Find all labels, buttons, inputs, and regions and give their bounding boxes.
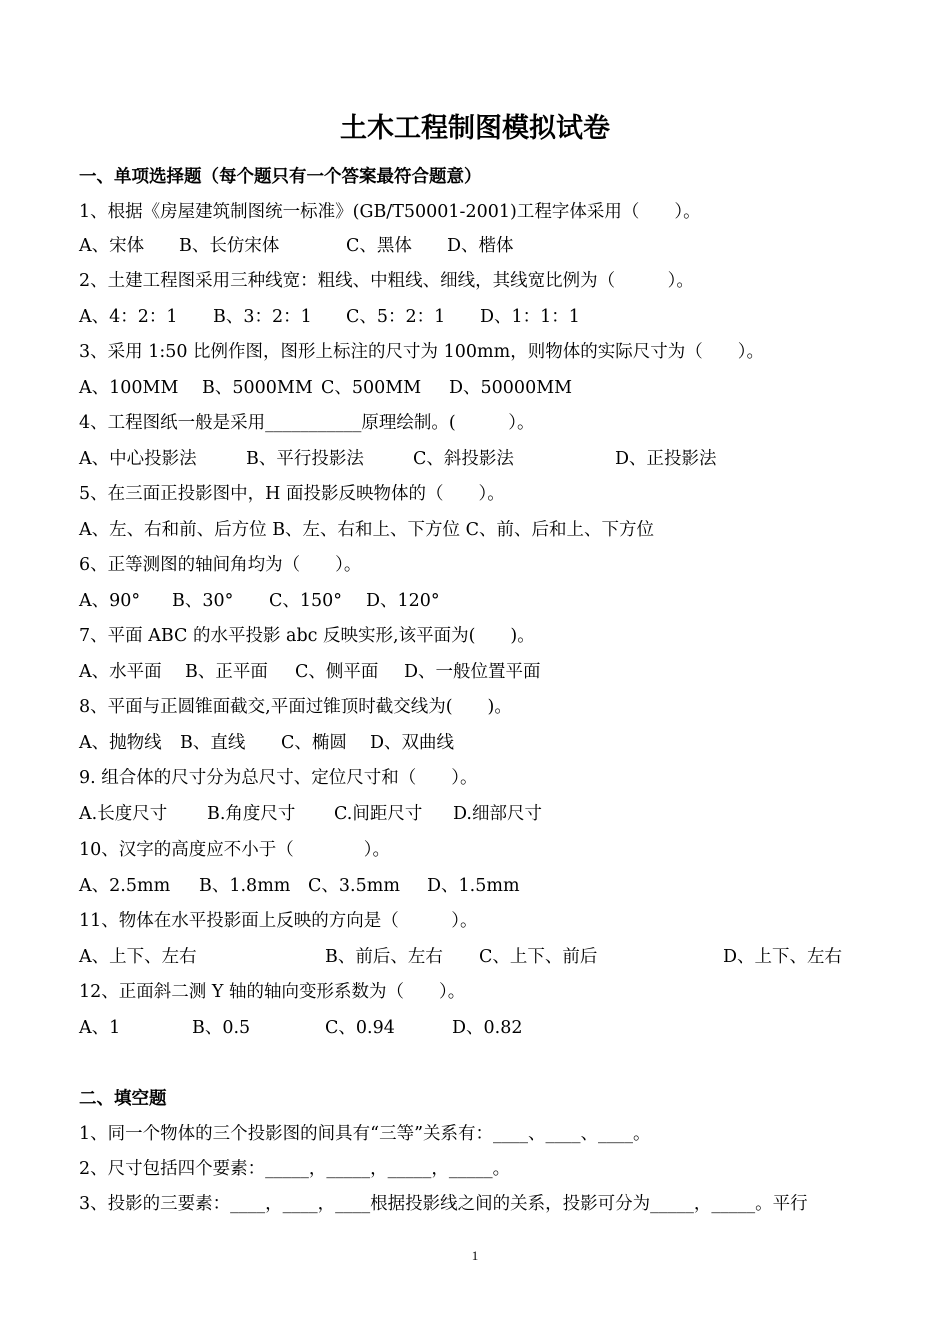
option-c: C.间距尺寸 xyxy=(334,804,423,824)
option-b: B、1.8mm xyxy=(199,876,291,896)
option-c: C、黑体 xyxy=(346,236,412,256)
option-a: A、中心投影法 xyxy=(79,449,197,469)
option-c: C、0.94 xyxy=(325,1018,395,1038)
option-a: A、4：2：1 xyxy=(79,307,178,327)
option-c: C、斜投影法 xyxy=(413,449,514,469)
options-3 xyxy=(79,376,879,400)
option-c: C、椭圆 xyxy=(281,733,347,753)
option-a: A、2.5mm xyxy=(79,876,171,896)
option-c: C、上下、前后 xyxy=(479,947,598,967)
option-b: B.角度尺寸 xyxy=(207,804,296,824)
options-9 xyxy=(79,802,879,826)
question-5: 5、在三面正投影图中，H 面投影反映物体的（ ）。 xyxy=(79,484,505,504)
option-d: D、楷体 xyxy=(447,236,514,256)
question-7: 7、平面 ABC 的水平投影 abc 反映实形,该平面为( )。 xyxy=(79,626,535,646)
option-b: B、正平面 xyxy=(185,662,268,682)
options-6 xyxy=(79,589,879,613)
question-11: 11、物体在水平投影面上反映的方向是（ ）。 xyxy=(79,911,478,931)
option-d: D、0.82 xyxy=(452,1018,523,1038)
fill-blank-3: 3、投影的三要素：____，____，____根据投影线之间的关系，投影可分为_____，_____。平行 xyxy=(79,1194,808,1214)
option-b: B、平行投影法 xyxy=(246,449,364,469)
option-c: C、500MM xyxy=(321,378,422,398)
option-a: A、水平面 xyxy=(79,662,162,682)
option-d: D、1：1：1 xyxy=(480,307,580,327)
options-10 xyxy=(79,874,879,898)
option-d: D、120° xyxy=(366,591,440,611)
option-a: A、1 xyxy=(79,1018,121,1038)
question-9: 9. 组合体的尺寸分为总尺寸、定位尺寸和（ ）。 xyxy=(79,768,478,788)
option-b: B、5000MM xyxy=(202,378,313,398)
section-heading-fill-blank: 二、填空题 xyxy=(79,1089,167,1109)
options-2 xyxy=(79,305,879,329)
option-c: C、侧平面 xyxy=(295,662,379,682)
option-c: C、150° xyxy=(269,591,343,611)
options-7 xyxy=(79,660,879,684)
fill-blank-1: 1、同一个物体的三个投影图的间具有“三等”关系有：____、____、____。 xyxy=(79,1124,651,1144)
options-5: A、左、右和前、后方位 B、左、右和上、下方位 C、前、后和上、下方位 xyxy=(79,520,655,540)
options-8 xyxy=(79,731,879,755)
option-b: B、0.5 xyxy=(192,1018,251,1038)
options-12 xyxy=(79,1016,879,1040)
option-d: D、50000MM xyxy=(449,378,573,398)
option-d: D.细部尺寸 xyxy=(453,804,542,824)
option-b: B、长仿宋体 xyxy=(179,236,280,256)
question-1: 1、根据《房屋建筑制图统一标准》(GB/T50001-2001)工程字体采用（ ）。 xyxy=(79,202,701,222)
option-a: A、100MM xyxy=(79,378,179,398)
option-a: A、90° xyxy=(79,591,141,611)
option-a: A、宋体 xyxy=(79,236,145,256)
question-6: 6、正等测图的轴间角均为（ ）。 xyxy=(79,555,362,575)
option-b: B、直线 xyxy=(180,733,246,753)
fill-blank-2: 2、尺寸包括四个要素：_____，_____，_____，_____。 xyxy=(79,1159,511,1179)
question-4: 4、工程图纸一般是采用___________原理绘制。( ）。 xyxy=(79,413,535,433)
option-d: D、双曲线 xyxy=(370,733,455,753)
question-8: 8、平面与正圆锥面截交,平面过锥顶时截交线为( )。 xyxy=(79,697,512,717)
question-10: 10、汉字的高度应不小于（ ）。 xyxy=(79,840,391,860)
option-b: B、3：2：1 xyxy=(213,307,312,327)
exam-title: 土木工程制图模拟试卷 xyxy=(340,113,610,144)
option-a: A、上下、左右 xyxy=(79,947,197,967)
option-d: D、一般位置平面 xyxy=(404,662,541,682)
options-4 xyxy=(79,447,879,471)
question-12: 12、正面斜二测 Y 轴的轴向变形系数为（ ）。 xyxy=(79,982,466,1002)
option-a: A、抛物线 xyxy=(79,733,162,753)
option-c: C、5：2：1 xyxy=(346,307,446,327)
question-3: 3、采用 1:50 比例作图，图形上标注的尺寸为 100mm，则物体的实际尺寸为（ ）。 xyxy=(79,342,764,362)
option-c: C、3.5mm xyxy=(308,876,400,896)
option-d: D、1.5mm xyxy=(427,876,520,896)
option-d: D、正投影法 xyxy=(615,449,717,469)
option-d: D、上下、左右 xyxy=(723,947,843,967)
options-1 xyxy=(79,234,879,258)
option-b: B、前后、左右 xyxy=(325,947,443,967)
section-heading-choice: 一、单项选择题（每个题只有一个答案最符合题意） xyxy=(79,167,482,187)
options-11 xyxy=(79,945,879,969)
option-a: A.长度尺寸 xyxy=(79,804,168,824)
option-b: B、30° xyxy=(172,591,234,611)
question-2: 2、土建工程图采用三种线宽：粗线、中粗线、细线，其线宽比例为（ ）。 xyxy=(79,271,694,291)
page-number: 1 xyxy=(471,1248,479,1263)
